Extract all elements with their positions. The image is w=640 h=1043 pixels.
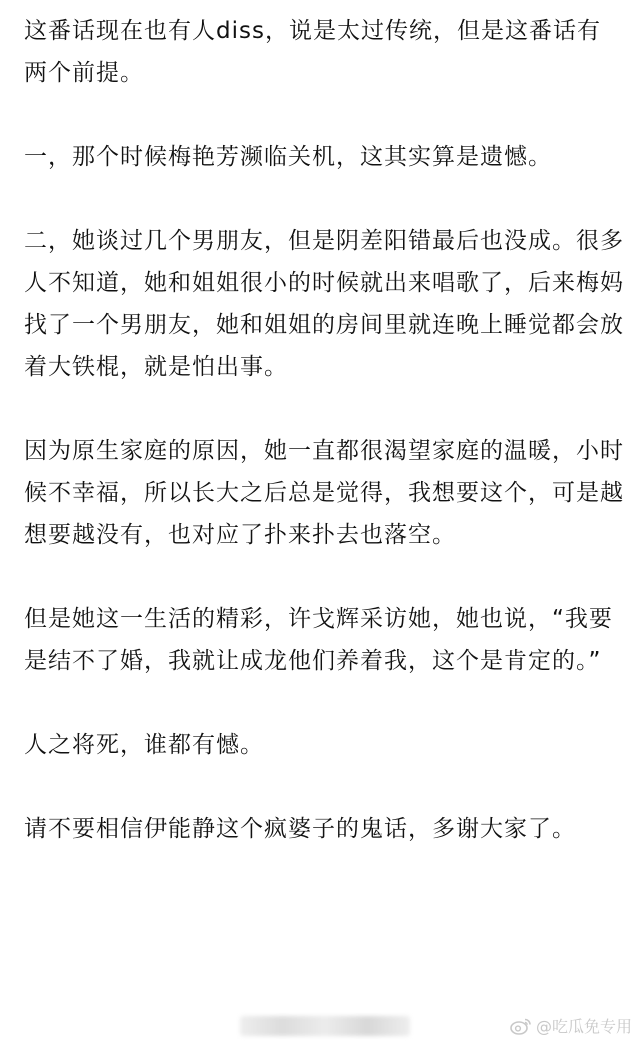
paragraph-3: 二，她谈过几个男朋友，但是阴差阳错最后也没成。很多人不知道，她和姐姐很小的时候就出来唱歌了，后来梅妈找了一个男朋友，她和姐姐的房间里就连晚上睡觉都会放着大铁棍，就是怕出事。 [24,228,624,380]
watermark-text: @吃瓜免专用 [535,1017,632,1036]
weibo-icon [510,1017,532,1035]
paragraph-7: 请不要相信伊能静这个疯婆子的鬼话，多谢大家了。 [24,816,576,842]
paragraph-2: 一，那个时候梅艳芳濒临关机，这其实算是遗憾。 [24,144,552,170]
paragraph-4: 因为原生家庭的原因，她一直都很渴望家庭的温暖，小时候不幸福，所以长大之后总是觉得，我想要这个，可是越想要越没有，也对应了扑来扑去也落空。 [24,438,624,548]
paragraph-6: 人之将死，谁都有憾。 [24,732,264,758]
article-body [24,10,624,850]
blurred-footer-text [240,1016,410,1036]
paragraph-1: 这番话现在也有人diss，说是太过传统，但是这番话有两个前提。 [24,18,601,86]
weibo-watermark [510,1014,632,1037]
paragraph-5: 但是她这一生活的精彩，许戈辉采访她，她也说，“我要是结不了婚，我就让成龙他们养着我，这个是肯定的。” [24,606,613,674]
